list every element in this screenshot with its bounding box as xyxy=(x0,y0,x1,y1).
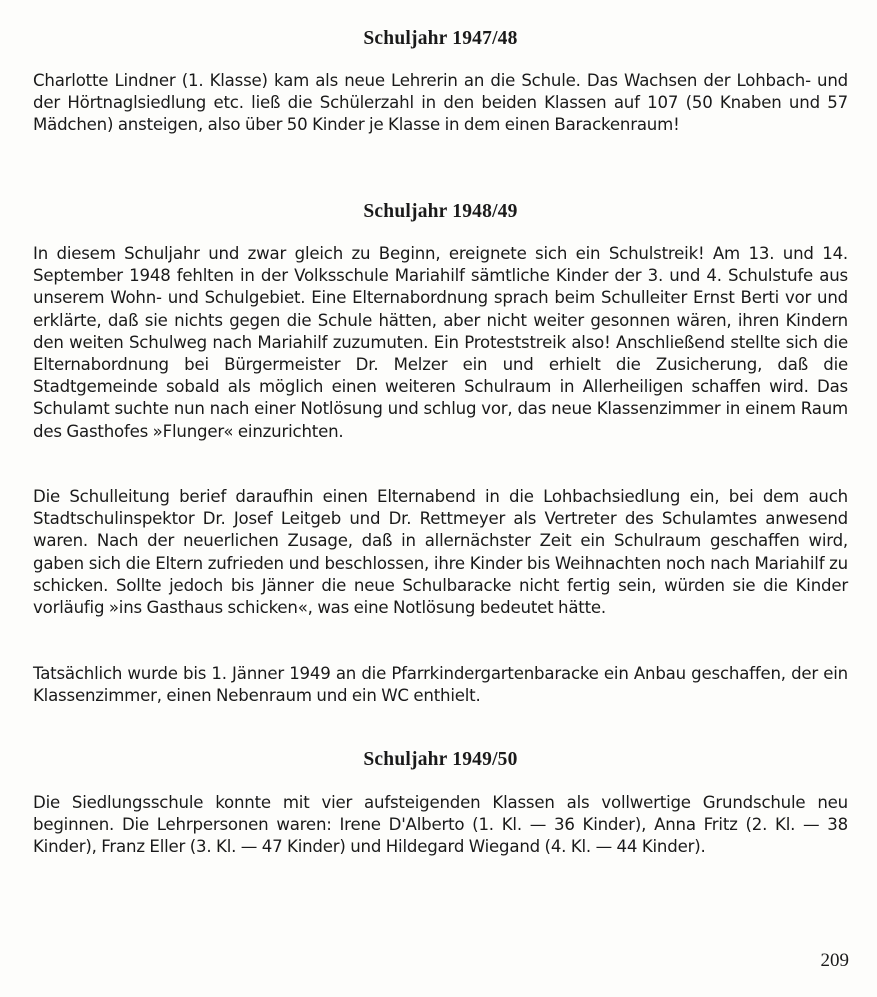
paragraph-siedlungsschule: Die Siedlungsschule konnte mit vier aufsteigenden Klassen als vollwertige Grundschule neu beginnen. Die Lehrpersonen waren: Irene D'Alberto (1. Kl. — 36 Kinder), Anna Fritz (2. Kl. — 38 Kinder), Franz Eller (3. Kl. — 47 Kinder) und Hildegard Wiegand (4. Kl. — 44 Kinder). xyxy=(33,793,848,857)
section-heading-1947-48: Schuljahr 1947/48 xyxy=(363,28,518,49)
section-heading-1948-49: Schuljahr 1948/49 xyxy=(363,201,518,222)
paragraph-schulstreik: In diesem Schuljahr und zwar gleich zu Beginn, ereignete sich ein Schulstreik! Am 13. und 14. September 1948 fehlten in der Volksschule Mariahilf sämtliche Kinder der 3. und 4. Schulstufe aus unserem Wohn- und Schulgebiet. Eine Elternabordnung sprach beim Schulleiter Ernst Berti vor und erklärte, daß sie nichts gegen die Schule hätten, aber nicht weiter gesonnen wären, ihren Kindern den weiten Schulweg nach Mariahilf zuzumuten. Ein Proteststreik also! Anschließend stellte sich die Elternabordnung bei Bürgermeister Dr. Melzer ein und erhielt die Zusicherung, daß die Stadtgemeinde sobald als möglich einen weiteren Schulraum in Allerheiligen schaffen wird. Das Schulamt suchte nun nach einer Notlösung und schlug vor, das neue Klassenzimmer in einem Raum des Gasthofes »Flunger« einzurichten. xyxy=(33,244,848,441)
paragraph-anbau: Tatsächlich wurde bis 1. Jänner 1949 an die Pfarrkindergartenbaracke ein Anbau geschaffen, der ein Klassenzimmer, einen Nebenraum und ein WC enthielt. xyxy=(33,664,848,706)
document-page xyxy=(33,0,848,997)
page-number: 209 xyxy=(820,950,849,971)
paragraph-elternabend: Die Schulleitung berief daraufhin einen Elternabend in die Lohbachsiedlung ein, bei dem auch Stadtschulinspektor Dr. Josef Leitgeb und Dr. Rettmeyer als Vertreter des Schulamtes anwesend waren. Nach der neuerlichen Zusage, daß in allernächster Zeit ein Schulraum geschaffen wird, gaben sich die Eltern zufrieden und beschlossen, ihre Kinder bis Weihnachten noch nach Mariahilf zu schicken. Sollte jedoch bis Jänner die neue Schulbaracke nicht fertig sein, würden sie die Kinder vorläufig »ins Gasthaus schicken«, was eine Notlösung bedeutet hätte. xyxy=(33,487,848,618)
section-heading-1949-50: Schuljahr 1949/50 xyxy=(363,749,518,770)
paragraph-1947-48: Charlotte Lindner (1. Klasse) kam als neue Lehrerin an die Schule. Das Wachsen der Lohbach- und der Hörtnaglsiedlung etc. ließ die Schülerzahl in den beiden Klassen auf 107 (50 Knaben und 57 Mädchen) ansteigen, also über 50 Kinder je Klasse in dem einen Barackenraum! xyxy=(33,71,848,135)
